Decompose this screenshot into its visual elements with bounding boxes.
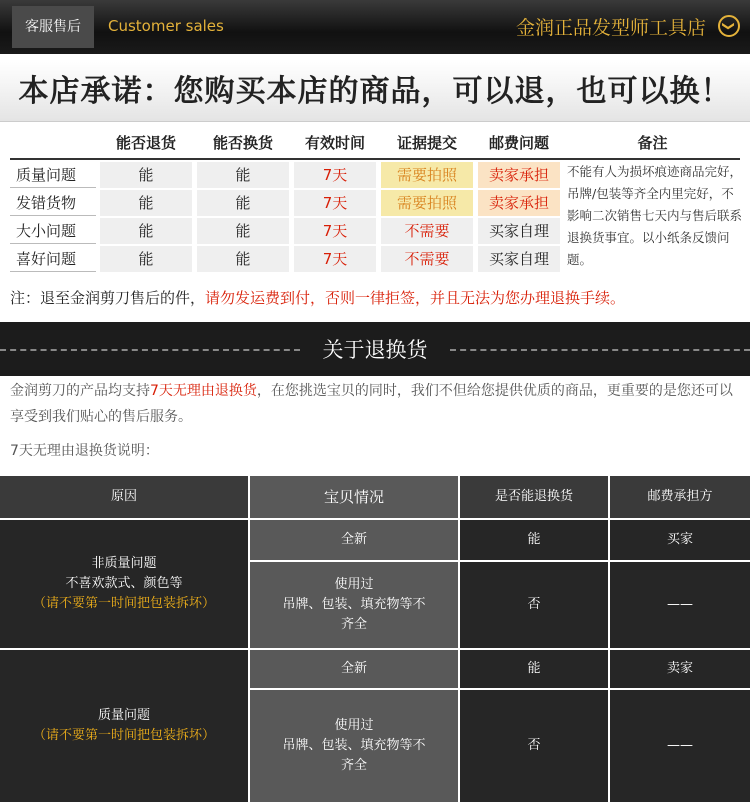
postage-cell: 买家 xyxy=(610,520,750,560)
condition-text: 齐全 xyxy=(340,758,367,773)
reason-text: 质量问题 xyxy=(97,708,150,723)
policy-row-label: 质量问题 xyxy=(10,162,96,188)
condition-cell xyxy=(250,690,458,802)
policy-header: 能否换货 xyxy=(212,134,273,152)
promise-banner xyxy=(0,62,750,122)
policy-cell: 能 xyxy=(100,246,192,272)
reason-text: 不喜欢款式、颜色等 xyxy=(65,576,183,591)
section-title: 关于退换货 xyxy=(322,338,428,362)
chevron-down-icon[interactable]: ❯ xyxy=(718,15,740,37)
postage-cell: 卖家 xyxy=(610,650,750,688)
footnote xyxy=(10,287,625,308)
section-header xyxy=(0,322,750,376)
reason-warning: （请不要第一时间把包装拆坏） xyxy=(32,728,215,743)
policy-header: 备注 xyxy=(637,134,668,152)
returnable-cell: 能 xyxy=(460,520,608,560)
postage-cell: —— xyxy=(610,562,750,648)
divider xyxy=(10,158,740,160)
returns-header: 是否能退换货 xyxy=(460,476,608,518)
returnable-cell: 否 xyxy=(460,562,608,648)
shop-name[interactable]: 金润正品发型师工具店 xyxy=(515,17,706,39)
condition-text: 使用过 xyxy=(334,577,374,592)
policy-row-label: 大小问题 xyxy=(10,218,96,244)
policy-header: 有效时间 xyxy=(304,134,365,152)
top-bar xyxy=(0,0,750,54)
returns-header: 邮费承担方 xyxy=(610,476,750,518)
condition-cell: 全新 xyxy=(250,650,458,688)
condition-text: 吊牌、包装、填充物等不 xyxy=(282,738,426,753)
policy-row-label: 喜好问题 xyxy=(10,246,96,272)
reason-cell xyxy=(0,650,248,802)
policy-cell: 不需要 xyxy=(381,246,473,272)
policy-cell: 能 xyxy=(197,190,289,216)
policy-cell: 需要拍照 xyxy=(381,162,473,188)
tab-customer-service[interactable]: 客服售后 xyxy=(12,6,94,48)
policy-cell: 买家自理 xyxy=(478,218,560,244)
footnote-prefix: 注：退至金润剪刀售后的件， xyxy=(10,289,206,307)
reason-warning: （请不要第一时间把包装拆坏） xyxy=(32,596,215,611)
policy-cell: 需要拍照 xyxy=(381,190,473,216)
condition-cell xyxy=(250,562,458,648)
tab-english-label: Customer sales xyxy=(108,17,224,35)
condition-text: 使用过 xyxy=(334,718,374,733)
policy-cell: 卖家承担 xyxy=(478,162,560,188)
policy-cell: 能 xyxy=(100,190,192,216)
returns-header: 原因 xyxy=(0,476,248,518)
policy-cell: 7天 xyxy=(294,218,376,244)
policy-cell: 能 xyxy=(100,162,192,188)
policy-cell: 不需要 xyxy=(381,218,473,244)
returnable-cell: 否 xyxy=(460,690,608,802)
promise-text: 本店承诺：您购买本店的商品，可以退，也可以换！ xyxy=(18,74,732,109)
returns-header: 宝贝情况 xyxy=(250,476,458,518)
intro-subtitle: 7天无理由退换货说明： xyxy=(10,443,159,459)
condition-text: 齐全 xyxy=(340,617,367,632)
policy-cell: 卖家承担 xyxy=(478,190,560,216)
policy-note: 不能有人为损坏痕迹商品完好，吊牌/包装等齐全内里完好，不影响二次销售七天内与售后联系退换货事宜。以小纸条反馈问题。 xyxy=(567,164,743,267)
reason-cell xyxy=(0,520,248,648)
condition-text: 吊牌、包装、填充物等不 xyxy=(282,597,426,612)
policy-row-label: 发错货物 xyxy=(10,190,96,216)
footnote-warning: 请勿发运费到付，否则一律拒签，并且无法为您办理退换手续。 xyxy=(205,289,626,307)
policy-cell: 能 xyxy=(197,162,289,188)
intro-paragraph xyxy=(10,378,742,430)
intro-text: ，在您挑选宝贝的同时，我们不但给您提供优质的商品，更重要的是您还可以享受到我们贴心的售后服务。 xyxy=(10,383,733,425)
reason-text: 非质量问题 xyxy=(91,556,157,571)
policy-cell: 7天 xyxy=(294,162,376,188)
policy-cell: 能 xyxy=(197,218,289,244)
policy-cell: 能 xyxy=(100,218,192,244)
policy-header: 邮费问题 xyxy=(488,134,549,152)
policy-header: 证据提交 xyxy=(396,134,457,152)
policy-cell: 能 xyxy=(197,246,289,272)
intro-highlight: 7天无理由退换货 xyxy=(150,383,257,399)
intro-text: 金润剪刀的产品均支持 xyxy=(10,383,150,399)
policy-cell: 7天 xyxy=(294,190,376,216)
condition-cell: 全新 xyxy=(250,520,458,560)
returnable-cell: 能 xyxy=(460,650,608,688)
policy-cell: 7天 xyxy=(294,246,376,272)
policy-cell: 买家自理 xyxy=(478,246,560,272)
postage-cell: —— xyxy=(610,690,750,802)
policy-header: 能否退货 xyxy=(115,134,176,152)
